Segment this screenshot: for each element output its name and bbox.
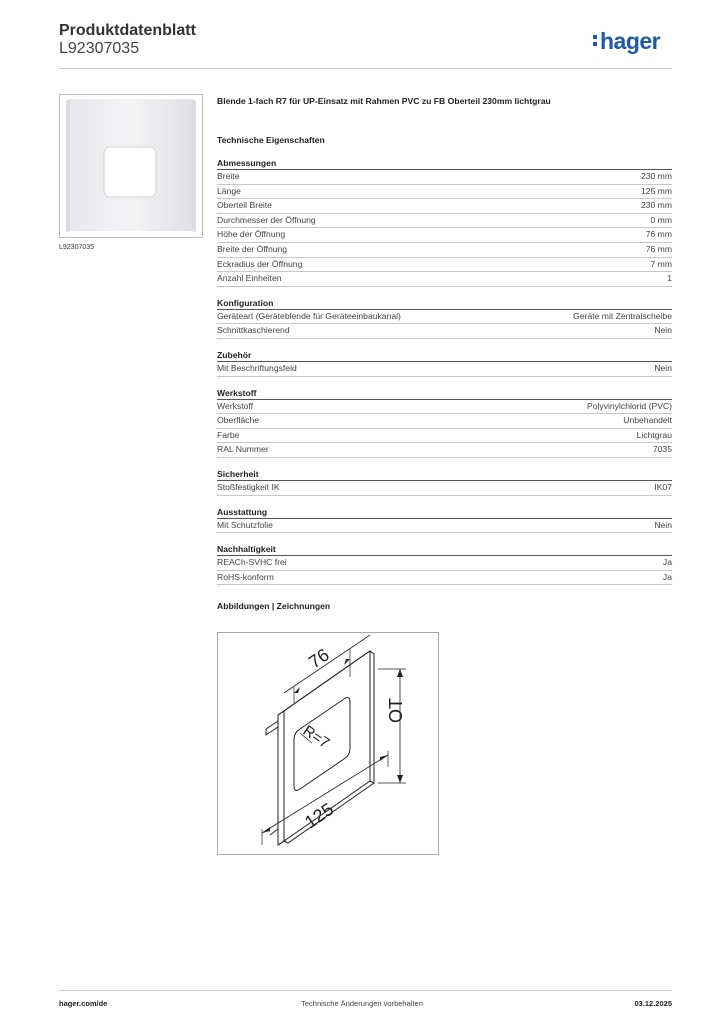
article-number: L92307035 [59,40,140,57]
section-heading: Sicherheit [217,468,672,481]
property-row [217,481,672,496]
property-row [217,199,672,214]
property-value: 7 mm [650,258,672,269]
property-value: 0 mm [650,214,672,225]
property-row [217,414,672,429]
property-label: Anzahl Einheiten [217,273,282,284]
section-heading: Konfiguration [217,297,672,310]
property-value: Nein [654,362,672,373]
section-heading: Werkstoff [217,387,672,400]
property-label: Oberfläche [217,415,260,426]
property-label: Durchmesser der Öffnung [217,214,316,225]
property-row [217,519,672,534]
property-value: 1 [667,273,672,284]
page-title: Produktdatenblatt [59,22,196,39]
section-heading: Nachhaltigkeit [217,543,672,556]
property-value: IK07 [654,481,672,492]
property-value: 230 mm [640,171,672,181]
property-value: Nein [654,325,672,336]
property-row [217,170,672,185]
property-label: Eckradius der Öffnung [217,258,303,269]
property-row [217,243,672,258]
property-label: Geräteart (Geräteblende für Geräteeinbaukanal) [217,310,401,321]
property-value: Ja [662,557,672,568]
product-title: Blende 1-fach R7 für UP-Einsatz mit Rahmen PVC zu FB Oberteil 230mm lichtgrau [217,96,551,106]
property-label: Mit Schutzfolie [217,519,273,530]
property-row [217,556,672,571]
property-value: Lichtgrau [636,429,672,440]
property-label: RoHS-konform [217,571,274,582]
property-label: Höhe der Öffnung [217,229,286,240]
footer-notice: Technische Änderungen vorbehalten [301,999,423,1008]
logo-text: hager [600,28,661,54]
section-heading: Abmessungen [217,157,672,170]
dim-width-label: 76 [305,644,333,673]
property-label: Oberteil Breite [217,200,272,211]
tech-heading: Technische Eigenschaften [217,135,325,145]
product-thumbnail [59,94,203,238]
property-row [217,400,672,415]
dim-length-label: 125 [301,798,338,833]
property-row [217,324,672,339]
property-value: Nein [654,519,672,530]
hager-logo[interactable] [593,28,660,55]
figures-heading: Abbildungen | Zeichnungen [217,601,331,612]
property-value: 125 mm [640,185,672,196]
property-value: Polyvinylchlorid (PVC) [586,400,672,411]
property-value: 230 mm [640,200,672,211]
property-row [217,185,672,200]
thumbnail-caption: L92307035 [59,244,95,251]
footer-divider [59,990,672,991]
property-row [217,272,672,287]
property-value: 76 mm [645,243,672,254]
property-label: REACh-SVHC frei [217,557,287,568]
property-label: Breite [217,171,240,181]
footer-date: 03.12.2025 [634,999,672,1008]
dim-height-label: OT [386,698,406,723]
property-row [217,571,672,586]
property-value: 76 mm [645,229,672,240]
property-value: Unbehandelt [623,415,672,426]
property-row [217,429,672,444]
logo-dots-icon [593,35,598,49]
property-value: Geräte mit Zentralscheibe [573,310,672,321]
property-label: Werkstoff [217,400,253,411]
footer-website-link[interactable]: hager.com/de [59,999,108,1008]
dimension-drawing [218,633,438,854]
property-label: Breite der Öffnung [217,243,288,254]
property-row [217,258,672,273]
property-label: Farbe [217,429,240,440]
property-label: RAL Nummer [217,444,269,455]
header-divider [59,68,672,69]
property-row [217,362,672,377]
section-heading: Ausstattung [217,506,672,519]
section-heading: Zubehör [217,349,672,362]
cover-plate-image [60,95,202,237]
property-sections [217,157,672,585]
technical-drawing [217,632,439,855]
property-label: Länge [217,185,241,196]
properties-panel [217,96,672,613]
property-row [217,310,672,325]
property-value: Ja [662,571,672,582]
property-row [217,214,672,229]
property-label: Schnittkaschierend [217,325,290,336]
property-row [217,228,672,243]
property-value: 7035 [652,444,672,455]
dim-radius-label: R=7 [299,722,333,752]
property-row [217,443,672,458]
property-label: Stoßfestigkeit IK [217,481,280,492]
property-label: Mit Beschriftungsfeld [217,362,297,373]
